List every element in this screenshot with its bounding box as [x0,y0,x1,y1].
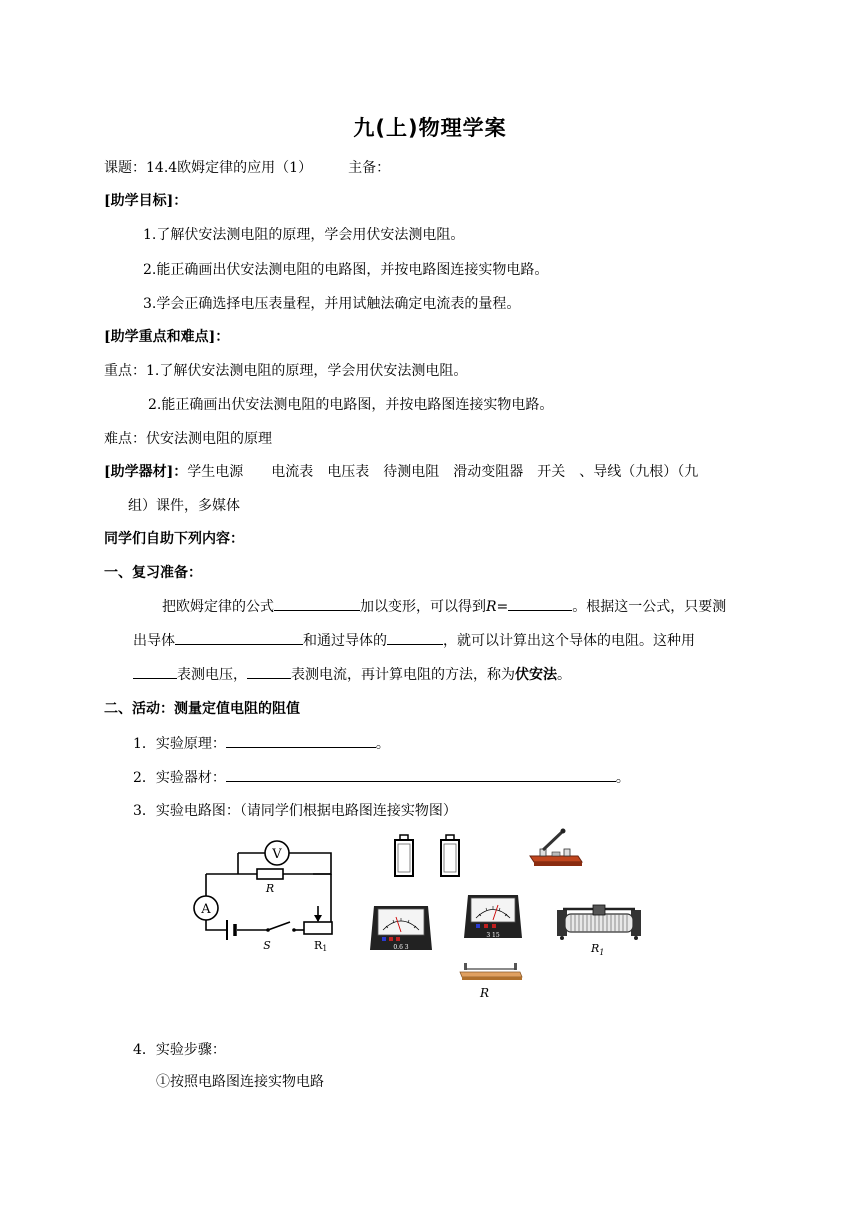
page-title: 九(上)物理学案 [353,116,507,140]
resistor-label: R [265,882,275,895]
activity-item-steps: 4．实验步骤： [133,1042,226,1058]
current-blank[interactable] [387,630,443,645]
battery-icon [439,834,461,878]
formula-blank[interactable] [274,596,360,611]
equipment-list-cont: 组）课件，多媒体 [128,498,240,514]
r-formula-blank[interactable] [508,596,572,611]
topic: 课题：14.4欧姆定律的应用（1） [104,160,313,176]
voltmeter-label: V [272,847,282,862]
resistor-photo-icon [458,960,524,984]
review-paragraph-line3: 表测电压， 表测电流，再计算电阻的方法，称为伏安法。 [133,664,571,684]
goal-item: 2.能正确画出伏安法测电阻的电路图，并按电路图连接实物电路。 [143,262,549,278]
equipment-blank[interactable] [226,767,616,782]
battery-icon [393,834,415,878]
activity-item-circuit: 3．实验电路图：（请同学们根据电路图连接实物图） [133,803,457,819]
ammeter-blank[interactable] [247,664,291,679]
equipment-list: 学生电源 电流表 电压表 待测电阻 滑动变阻器 开关 、导线（九根）（九 [187,464,699,480]
resistor-photo-label: R [480,986,490,1000]
focus-line: 重点：1.了解伏安法测电阻的原理，学会用伏安法测电阻。 [104,363,468,379]
switch-label: S [263,939,271,952]
focus-line: 2.能正确画出伏安法测电阻的电路图，并按电路图连接实物电路。 [148,397,554,413]
voltmeter-photo-icon [462,892,524,942]
self-study-heading: 同学们自助下列内容： [104,531,244,547]
difficulty-line: 难点：伏安法测电阻的原理 [104,431,272,447]
ammeter-photo-icon [368,902,434,954]
circuit-diagram [190,838,350,956]
activity-heading: 二、活动：测量定值电阻的阻值 [104,701,300,717]
goal-item: 3.学会正确选择电压表量程，并用试触法确定电流表的量程。 [143,296,521,312]
activity-item-principle: 1．实验原理： 。 [133,733,390,753]
keypoints-heading: [助学重点和难点]： [104,329,230,345]
voltmeter-scale-label: 3 15 [486,932,500,939]
voltage-blank[interactable] [175,630,303,645]
principle-blank[interactable] [226,733,376,748]
ammeter-label: A [201,902,211,917]
goals-heading: [助学目标]： [104,193,188,209]
step-1: ①按照电路图连接实物电路 [156,1074,324,1090]
rheostat-photo-icon [553,900,645,942]
equipment-heading: [助学器材]： [104,464,188,480]
review-heading: 一、复习准备： [104,565,202,581]
voltmeter-blank[interactable] [133,664,177,679]
review-paragraph-line2: 出导体 和通过导体的 ，就可以计算出这个导体的电阻。这种用 [133,630,695,650]
ammeter-scale-label: 0.6 3 [393,944,409,951]
rheostat-photo-label: $R_1$ [591,942,605,958]
review-paragraph-line1: 把欧姆定律的公式 加以变形，可以得到R= 。根据这一公式，只要测 [162,596,726,616]
equipment-line [104,461,698,481]
rheostat-label: R1 [314,939,328,953]
goal-item: 1.了解伏安法测电阻的原理，学会用伏安法测电阻。 [143,227,465,243]
preparer: 主备： [348,160,391,176]
topic-line [104,157,390,177]
activity-item-equipment: 2．实验器材： 。 [133,767,630,787]
knife-switch-icon [526,828,584,870]
